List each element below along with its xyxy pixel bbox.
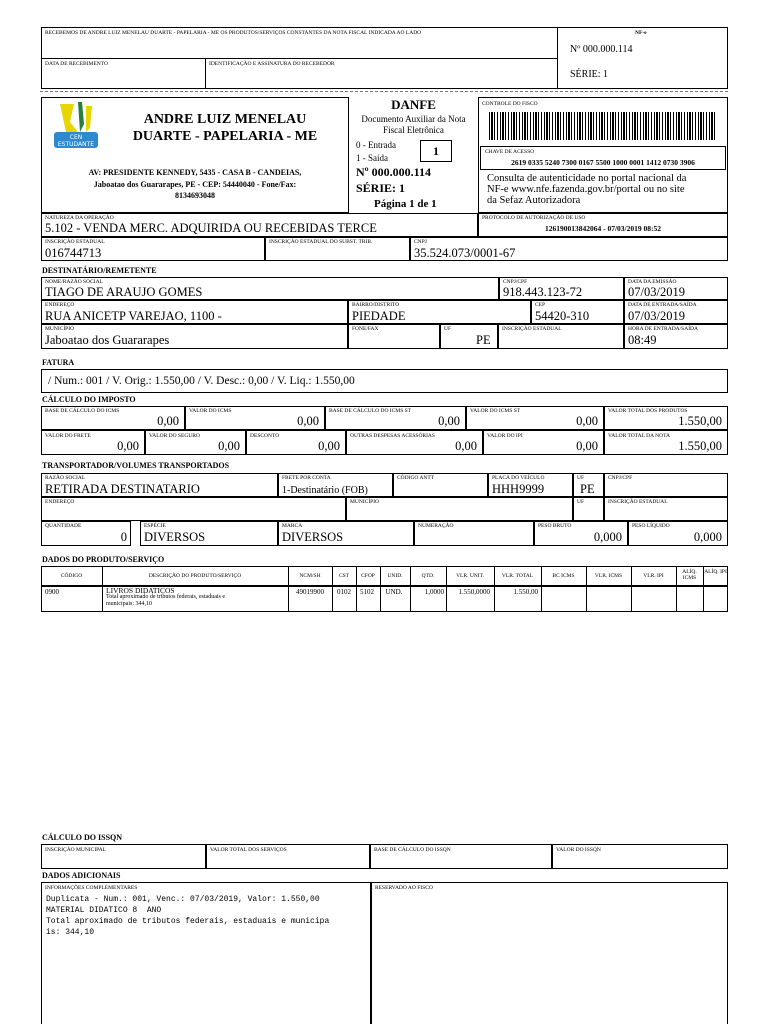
canhoto-vline2: [205, 58, 206, 89]
tr-razao: RETIRADA DESTINATARIO: [45, 482, 200, 496]
tr-qtd: 0: [120, 530, 127, 544]
controle-label: CONTROLE DO FISCO: [482, 101, 538, 107]
danfe-sub1: Documento Auxiliar da Nota: [361, 114, 466, 124]
dest-hora: 08:49: [628, 333, 657, 347]
tr-especie: DIVERSOS: [144, 530, 206, 544]
row-cfop: 5102: [360, 588, 374, 596]
emitente-fone: 8134693048: [175, 191, 215, 200]
product-header: ALÍQ. ICMS: [682, 569, 697, 581]
ie-valor: 016744713: [45, 246, 102, 260]
icms-st-label: VALOR DO ICMS ST: [470, 408, 521, 414]
row-desc3: municipais: 344,10: [106, 601, 152, 607]
dest-cpf: 918.443.123-72: [503, 285, 583, 299]
cut-line: [40, 91, 728, 92]
tr-pbruto-label: PESO BRUTO: [538, 523, 572, 529]
produtos-title: DADOS DO PRODUTO/SERVIÇO: [42, 555, 165, 564]
tr-uf: PE: [580, 482, 595, 496]
product-header: VLR. TOTAL: [501, 573, 534, 579]
tr-num-label: NUMERAÇÃO: [418, 523, 454, 529]
product-header: QTD.: [421, 573, 435, 579]
tr-end-label: ENDEREÇO: [45, 499, 75, 505]
outras-label: OUTRAS DESPESAS ACESSÓRIAS: [350, 433, 435, 439]
tr-cnpj-label: CNPJ/CPF: [608, 475, 633, 481]
dest-bairro: PIEDADE: [352, 309, 406, 323]
dest-title: DESTINATÁRIO/REMETENTE: [42, 266, 157, 275]
icms: 0,00: [297, 414, 319, 428]
canhoto-recebemos: RECEBEMOS DE ANDRE LUIZ MENELAU DUARTE - PAPELARIA - ME OS PRODUTOS/SERVIÇOS CONSTANTES DA NOTA FISCAL INDICADA AO LADO: [45, 30, 422, 36]
ie-label: INSCRIÇÃO ESTADUAL: [45, 239, 105, 245]
icms-label: VALOR DO ICMS: [189, 408, 232, 414]
info-text: Duplicata - Num.: 001, Venc.: 07/03/2019, Valor: 1.550,00 MATERIAL DIDATICO 8 ANO Total aproximado de tributos federais, estaduais e municipa is: 344,10: [46, 895, 330, 937]
icms-st: 0,00: [576, 414, 598, 428]
tr-ie-label: INSCRIÇÃO ESTADUAL: [608, 499, 668, 505]
row-unid: UND.: [385, 588, 403, 596]
tr-especie-label: ESPÉCIE: [144, 523, 166, 529]
product-header: VLR. ICMS: [594, 573, 623, 579]
dest-ie-label: INSCRIÇÃO ESTADUAL: [502, 326, 562, 332]
protocolo-valor: 126190013842064 - 07/03/2019 08:52: [544, 224, 662, 233]
emitente-nome1: ANDRE LUIZ MENELAU: [143, 112, 307, 127]
dest-cep: 54420-310: [535, 309, 590, 323]
canhoto-serie: SÉRIE: 1: [570, 69, 609, 80]
tr-frete: 1-Destinatário (FOB): [282, 485, 368, 496]
row-ncm: 49019900: [296, 588, 324, 596]
dest-entsai: 07/03/2019: [628, 309, 685, 323]
issqn-title: CÁLCULO DO ISSQN: [42, 833, 123, 842]
danfe-numero: Nº 000.000.114: [356, 165, 431, 179]
consulta2: NF-e www.nfe.fazenda.gov.br/portal ou no site: [487, 184, 685, 195]
danfe-sub2: Fiscal Eletrônica: [383, 125, 444, 135]
protocolo-label: PROTOCOLO DE AUTORIZAÇÃO DE USO: [482, 215, 586, 221]
canhoto-data-label: DATA DE RECEBIMENTO: [45, 61, 109, 67]
frete-label: VALOR DO FRETE: [45, 433, 91, 439]
reserv-label: RESERVADO AO FISCO: [375, 885, 433, 891]
row-desc1: LIVROS DIDATICOS: [106, 586, 175, 595]
dest-bairro-label: BAIRRO/DISTRITO: [352, 302, 400, 308]
bc-st: 0,00: [438, 414, 460, 428]
bc-icms: 0,00: [157, 414, 179, 428]
tr-marca-label: MARCA: [282, 523, 303, 529]
chave-label: CHAVE DE ACESSO: [485, 149, 535, 155]
fatura-title: FATURA: [42, 358, 75, 367]
tr-pliq: 0,000: [693, 530, 722, 544]
tr-placa-label: PLACA DO VEÍCULO: [492, 475, 545, 481]
danfe-title: DANFE: [391, 97, 436, 112]
row-cst: 0102: [337, 588, 351, 596]
consulta1: Consulta de autenticidade no portal nacional da: [487, 173, 687, 184]
dest-emissao: 07/03/2019: [628, 285, 685, 299]
transp-title: TRANSPORTADOR/VOLUMES TRANSPORTADOS: [42, 461, 230, 470]
row-vtotal: 1.550,00: [513, 588, 538, 596]
product-header: CST: [338, 573, 350, 579]
ipi-label: VALOR DO IPI: [487, 433, 523, 439]
logo-text-2: ESTUDANTE: [57, 141, 95, 148]
issqn-im-label: INSCRIÇÃO MUNICIPAL: [45, 847, 107, 853]
dest-cpf-label: CNPJ/CPF: [503, 279, 528, 285]
ipi: 0,00: [576, 439, 598, 453]
dest-cep-label: CEP: [535, 302, 546, 308]
dest-fone-label: FONE/FAX: [352, 326, 379, 332]
canhoto-numero: Nº 000.000.114: [570, 44, 633, 55]
tr-placa: HHH9999: [492, 482, 545, 496]
danfe-tipo: 1: [433, 144, 439, 158]
tr-uf2-label: UF: [577, 499, 585, 505]
product-header: UNID.: [387, 573, 403, 579]
bc-st-label: BASE DE CÁLCULO DO ICMS ST: [329, 408, 412, 414]
canhoto-divider: [41, 58, 557, 59]
fatura-texto: / Num.: 001 / V. Orig.: 1.550,00 / V. Desc.: 0,00 / V. Liq.: 1.550,00: [48, 375, 355, 387]
tot-nota-label: VALOR TOTAL DA NOTA: [608, 433, 671, 439]
tr-pliq-label: PESO LÍQUIDO: [632, 523, 670, 529]
iest-label: INSCRIÇÃO ESTADUAL DO SUBST. TRIB.: [269, 239, 373, 245]
natureza-valor: 5.102 - VENDA MERC. ADQUIRIDA OU RECEBIDAS TERCE: [45, 221, 377, 235]
bc-icms-label: BASE DE CÁLCULO DO ICMS: [45, 408, 120, 414]
product-header: BC ICMS: [552, 573, 575, 579]
dest-emissao-label: DATA DA EMISSÃO: [628, 279, 677, 285]
frete: 0,00: [117, 439, 139, 453]
issqn-bc-label: BASE DE CÁLCULO DO ISSQN: [374, 847, 451, 853]
issqn-serv-label: VALOR TOTAL DOS SERVIÇOS: [210, 847, 287, 853]
dest-mun: Jaboatao dos Guararapes: [45, 333, 170, 347]
logo: [52, 102, 104, 150]
dest-end-label: ENDEREÇO: [45, 302, 75, 308]
chave-valor: 2619 0335 5240 7300 0167 5500 1000 0001 1412 0730 3906: [511, 158, 695, 167]
product-header: NCM/SH: [299, 573, 321, 579]
desc: 0,00: [318, 439, 340, 453]
tr-antt-label: CÓDIGO ANTT: [397, 475, 435, 481]
canhoto-nfe: NF-e: [635, 30, 647, 36]
tr-pbruto: 0,000: [593, 530, 622, 544]
seguro-label: VALOR DO SEGURO: [149, 433, 200, 439]
tr-end-box: [41, 497, 346, 521]
row-desc2: Total aproximado de tributos federais, estaduais e: [106, 594, 226, 600]
dest-entsai-label: DATA DE ENTRADA/SAÍDA: [628, 302, 697, 308]
row-codigo: 0900: [45, 588, 59, 596]
tot-nota: 1.550,00: [678, 439, 722, 453]
cnpj-label: CNPJ: [414, 239, 427, 245]
tr-marca: DIVERSOS: [282, 530, 344, 544]
dest-uf-label: UF: [444, 326, 452, 332]
cnpj-valor: 35.524.073/0001-67: [414, 246, 516, 260]
row-vunit: 1.550,0000: [458, 588, 490, 596]
dest-mun-label: MUNICÍPIO: [45, 326, 75, 332]
barcode: [489, 112, 717, 140]
emitente-end1: AV: PRESIDENTE KENNEDY, 5435 - CASA B - CANDEIAS,: [88, 168, 302, 177]
danfe-serie: SÉRIE: 1: [356, 181, 406, 195]
danfe-saida: 1 - Saída: [356, 153, 388, 163]
dest-nome-label: NOME/RAZÃO SOCIAL: [45, 279, 103, 285]
emitente-end2: Jaboatao dos Guararapes, PE - CEP: 54440040 - Fone/Fax:: [93, 180, 297, 189]
canhoto-ident-label: IDENTIFICAÇÃO E ASSINATURA DO RECEBEDOR: [209, 61, 335, 67]
danfe-entrada: 0 - Entrada: [356, 140, 396, 150]
issqn-val-label: VALOR DO ISSQN: [556, 847, 601, 853]
product-header: VLR. IPI: [643, 573, 664, 579]
product-header: VLR. UNIT.: [456, 573, 484, 579]
dest-hora-label: HORA DE ENTRADA/SAÍDA: [628, 326, 698, 332]
tr-mun-label: MUNICÍPIO: [350, 499, 380, 505]
seguro: 0,00: [218, 439, 240, 453]
reserv-box: [371, 882, 728, 1024]
product-header: CÓDIGO: [60, 573, 83, 579]
product-header: DESCRIÇÃO DO PRODUTO/SERVIÇO: [148, 573, 242, 579]
tr-uf-label: UF: [577, 475, 585, 481]
emitente-nome2: DUARTE - PAPELARIA - ME: [132, 129, 318, 144]
row-qtd: 1,0000: [424, 588, 444, 596]
tr-razao-label: RAZÃO SOCIAL: [45, 475, 86, 481]
imposto-title: CÁLCULO DO IMPOSTO: [42, 395, 136, 404]
product-header: ALÍQ. IPI: [704, 569, 727, 575]
dest-nome: TIAGO DE ARAUJO GOMES: [45, 285, 203, 299]
consulta3: da Sefaz Autorizadora: [487, 195, 581, 206]
tr-qtd-label: QUANTIDADE: [45, 523, 82, 529]
desc-label: DESCONTO: [250, 433, 280, 439]
product-header: CFOP: [361, 573, 375, 579]
danfe-pagina: Página 1 de 1: [374, 198, 437, 210]
tot-prod: 1.550,00: [678, 414, 722, 428]
tr-frete-label: FRETE POR CONTA: [282, 475, 331, 481]
canhoto-vline: [557, 27, 558, 89]
info-label: INFORMAÇÕES COMPLEMENTARES: [45, 885, 138, 891]
natureza-label: NATUREZA DA OPERAÇÃO: [45, 215, 114, 221]
outras: 0,00: [455, 439, 477, 453]
dest-uf: PE: [476, 333, 491, 347]
tot-prod-label: VALOR TOTAL DOS PRODUTOS: [608, 408, 688, 414]
dest-end: RUA ANICETP VAREJAO, 1100 -: [45, 309, 222, 323]
adicionais-title: DADOS ADICIONAIS: [42, 871, 121, 880]
logo-text-1: CEN: [69, 134, 83, 141]
tr-mun-box: [346, 497, 573, 521]
